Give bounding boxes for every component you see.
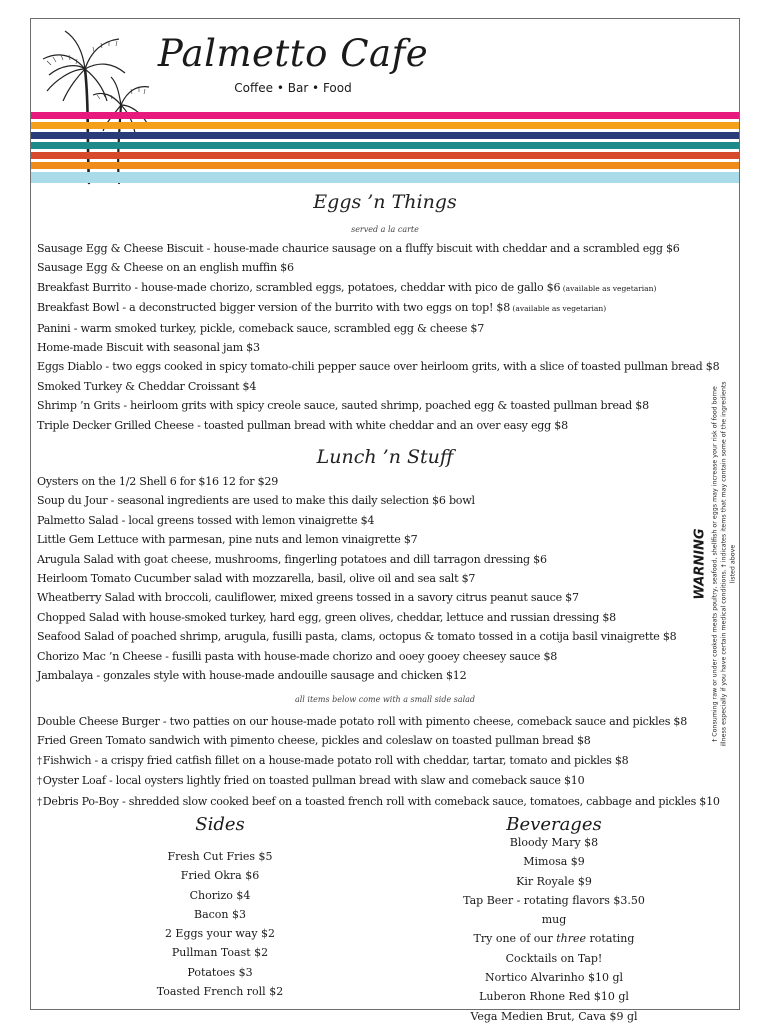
sides-title: Sides	[195, 814, 245, 835]
menu-item	[37, 731, 725, 750]
eggs-section-note: served a la carte	[351, 225, 419, 234]
menu-item-text: Soup du Jour - seasonal ingredients are used to make this daily selection $6 bowl	[37, 494, 475, 508]
menu-item-text: Oyster Loaf - local oysters lightly fried on toasted pullman bread with slaw and comeback sauce $10	[42, 774, 585, 788]
cafe-tagline: Coffee • Bar • Food	[234, 81, 352, 95]
menu-page	[30, 18, 740, 1023]
menu-item-text: Shrimp ’n Grits - heirloom grits with spicy creole sauce, sauted shrimp, poached egg & toasted pullman bread $8	[37, 399, 649, 413]
dagger-mark: †	[37, 796, 42, 808]
sides-section	[127, 813, 313, 1001]
menu-item-text: Double Cheese Burger - two patties on our house-made potato roll with pimento cheese, comeback sauce and pickles $8	[37, 715, 688, 728]
menu-item	[37, 357, 725, 376]
menu-item-text: Sausage Egg & Cheese on an english muffin $6	[37, 261, 294, 275]
vegetarian-note: (available as vegetarian)	[510, 304, 607, 314]
side-item: Pullman Toast $2	[171, 946, 269, 960]
warning-title: WARNING	[692, 528, 708, 600]
beverage-item: Luberon Rhone Red $10 gl	[479, 990, 629, 1004]
menu-item	[37, 258, 725, 277]
menu-item	[37, 396, 725, 415]
menu-item	[37, 338, 725, 357]
beverage-item: Bloody Mary $8	[509, 836, 599, 849]
menu-item	[37, 771, 725, 791]
menu-item	[37, 239, 725, 258]
menu-item	[37, 792, 725, 812]
stripe	[31, 112, 739, 119]
sandwich-menu-list	[37, 712, 725, 812]
warning-text: † Consuming raw or under cooked meats poultry, seafood, shellfish or eggs may increase your risk of food borne illness especially if you have certain medical conditions. † indicates items that may contain some of the ingredients listed above	[711, 381, 736, 747]
menu-item-text: Fried Green Tomato sandwich with pimento cheese, pickles and coleslaw on toasted pullman bread $8	[37, 734, 591, 748]
color-stripes	[31, 112, 739, 186]
side-item: Fresh Cut Fries $5	[167, 850, 273, 863]
stripe	[31, 152, 739, 159]
menu-item-text: Oysters on the 1/2 Shell 6 for $16 12 for $29	[37, 475, 279, 488]
eggs-menu-list	[37, 239, 725, 435]
beverage-emphasis: three	[556, 932, 587, 946]
menu-item	[37, 377, 725, 396]
menu-item-text: Heirloom Tomato Cucumber salad with mozzarella, basil, olive oil and sea salt $7	[37, 572, 476, 586]
menu-item	[37, 491, 725, 510]
menu-item-text: Breakfast Bowl - a deconstructed bigger version of the burrito with two eggs on top! $8	[37, 301, 511, 315]
side-item: Bacon $3	[193, 907, 246, 921]
beverage-item: Kir Royale $9	[516, 874, 592, 888]
menu-item	[37, 278, 725, 298]
eggs-section-title: Eggs ’n Things	[313, 191, 457, 213]
menu-item-text: Sausage Egg & Cheese Biscuit - house-made chaurice sausage on a fluffy biscuit with cheddar and a scrambled egg $6	[37, 242, 680, 255]
side-item: Potatoes $3	[187, 965, 253, 979]
menu-item	[37, 511, 725, 530]
stripe	[31, 142, 739, 149]
brand-header	[143, 29, 443, 95]
menu-item	[37, 608, 725, 627]
beverage-item: Cocktails on Tap!	[505, 951, 603, 965]
menu-item-text: Breakfast Burrito - house-made chorizo, scrambled eggs, potatoes, cheddar with pico de gallo $6	[37, 280, 561, 294]
menu-item	[37, 550, 725, 569]
lunch-section-title: Lunch ’n Stuff	[316, 446, 454, 468]
beverages-title: Beverages	[506, 814, 602, 835]
side-item: Chorizo $4	[189, 888, 251, 902]
menu-item-text: Panini - warm smoked turkey, pickle, comeback sauce, scrambled egg & cheese $7	[37, 321, 485, 335]
beverage-item: Vega Medien Brut, Cava $9 gl	[470, 1009, 638, 1023]
menu-item	[37, 472, 725, 491]
beverage-text: Try one of our	[473, 932, 557, 946]
menu-item	[37, 647, 725, 666]
menu-item	[37, 627, 725, 646]
stripe	[31, 162, 739, 169]
cafe-name: Palmetto Cafe	[157, 32, 429, 75]
menu-item	[37, 588, 725, 607]
menu-item	[37, 416, 725, 435]
beverage-item: Tap Beer - rotating flavors $3.50 mug	[463, 893, 645, 927]
beverages-list	[451, 833, 657, 1026]
side-salad-note: all items below come with a small side salad	[294, 695, 476, 704]
menu-item	[37, 569, 725, 588]
menu-item-text: Debris Po-Boy - shredded slow cooked beef on a toasted french roll with comeback sauce, tomatoes, cabbage and pickles $10	[42, 794, 720, 808]
menu-item-text: Eggs Diablo - two eggs cooked in spicy tomato-chili pepper sauce over heirloom grits, with a slice of toasted pullman bread $8	[37, 360, 720, 374]
menu-item-text: Smoked Turkey & Cheddar Croissant $4	[37, 379, 257, 393]
stripe	[31, 172, 739, 183]
beverages-section	[451, 813, 657, 1026]
beverage-item	[451, 929, 657, 948]
menu-item	[37, 712, 725, 731]
side-item: Toasted French roll $2	[156, 985, 284, 999]
menu-item	[37, 298, 725, 318]
menu-item-text: Little Gem Lettuce with parmesan, pine nuts and lemon vinaigrette $7	[37, 533, 418, 547]
menu-item-text: Fishwich - a crispy fried catfish fillet on a house-made potato roll with cheddar, tartar, tomato and pickles $8	[42, 753, 629, 767]
side-item: 2 Eggs your way $2	[164, 927, 276, 941]
menu-item-text: Triple Decker Grilled Cheese - toasted pullman bread with white cheddar and an over easy egg $8	[37, 418, 568, 432]
vegetarian-note: (available as vegetarian)	[560, 283, 657, 293]
dagger-mark: †	[37, 776, 42, 788]
beverage-item: Nortico Alvarinho $10 gl	[484, 971, 624, 985]
menu-item-text: Jambalaya - gonzales style with house-made andouille sausage and chicken $12	[37, 669, 467, 683]
warning-notice	[680, 379, 750, 749]
menu-item-text: Palmetto Salad - local greens tossed with lemon vinaigrette $4	[37, 513, 375, 527]
stripe	[31, 132, 739, 139]
side-item: Fried Okra $6	[180, 869, 260, 883]
menu-item-text: Seafood Salad of poached shrimp, arugula, fusilli pasta, clams, octopus & tomato tossed in a cotija basil vinaigrette $8	[37, 630, 677, 644]
menu-item	[37, 666, 725, 685]
sides-list	[127, 847, 313, 1001]
beverage-item: Mimosa $9	[523, 855, 585, 869]
menu-item	[37, 751, 725, 771]
menu-item-text: Arugula Salad with goat cheese, mushrooms, fingerling potatoes and dill tarragon dressing $6	[37, 552, 547, 566]
menu-item-text: Wheatberry Salad with broccoli, cauliflower, mixed greens tossed in a savory citrus peanut sauce $7	[37, 591, 579, 605]
menu-item-text: Chorizo Mac ’n Cheese - fusilli pasta with house-made chorizo and ooey gooey cheesey sauce $8	[37, 649, 558, 663]
lunch-menu-list	[37, 472, 725, 685]
menu-item	[37, 530, 725, 549]
stripe	[31, 122, 739, 129]
menu-item-text: Home-made Biscuit with seasonal jam $3	[37, 341, 260, 355]
menu-item	[37, 319, 725, 338]
menu-item-text: Chopped Salad with house-smoked turkey, hard egg, green olives, cheddar, lettuce and russian dressing $8	[37, 610, 616, 624]
beverage-text: rotating	[586, 932, 635, 946]
dagger-mark: †	[37, 755, 42, 767]
